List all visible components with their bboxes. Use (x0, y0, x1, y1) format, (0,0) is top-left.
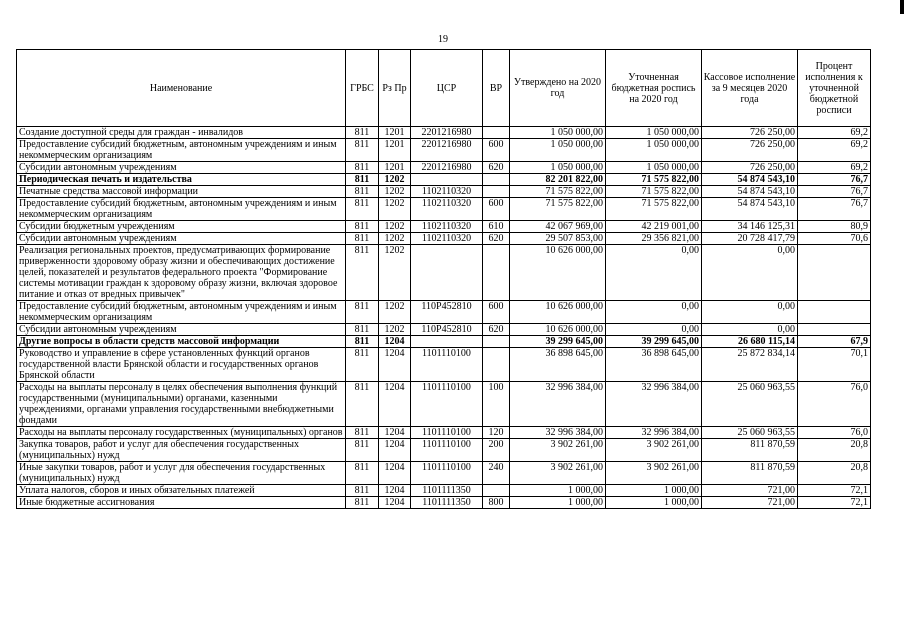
cell-grbs: 811 (346, 198, 379, 221)
cell-cash: 721,00 (702, 497, 798, 509)
table-row (17, 301, 871, 324)
cell-approved: 42 067 969,00 (510, 221, 606, 233)
cell-approved: 71 575 822,00 (510, 198, 606, 221)
cell-csr: 2201216980 (411, 139, 483, 162)
cell-vr (483, 348, 510, 382)
cell-percent: 69,2 (798, 139, 871, 162)
cell-cash: 34 146 125,31 (702, 221, 798, 233)
header-rzpr: Рз Пр (379, 50, 411, 127)
cell-approved: 10 626 000,00 (510, 245, 606, 301)
header-percent: Процент исполнения к уточненной бюджетной росписи (798, 50, 871, 127)
cell-vr: 600 (483, 139, 510, 162)
cell-name: Уплата налогов, сборов и иных обязательных платежей (17, 485, 346, 497)
cell-grbs: 811 (346, 336, 379, 348)
table-row (17, 348, 871, 382)
cell-cash: 25 060 963,55 (702, 382, 798, 427)
cell-csr: 1102110320 (411, 186, 483, 198)
cell-percent: 72,1 (798, 497, 871, 509)
cell-rzpr: 1204 (379, 497, 411, 509)
cell-refined: 32 996 384,00 (606, 427, 702, 439)
cell-approved: 71 575 822,00 (510, 186, 606, 198)
cell-cash: 726 250,00 (702, 162, 798, 174)
cell-rzpr: 1202 (379, 198, 411, 221)
cell-grbs: 811 (346, 174, 379, 186)
cell-percent: 72,1 (798, 485, 871, 497)
cell-percent (798, 245, 871, 301)
cell-refined: 1 000,00 (606, 497, 702, 509)
table-row (17, 245, 871, 301)
header-approved: Утверждено на 2020 год (510, 50, 606, 127)
cell-cash: 54 874 543,10 (702, 198, 798, 221)
cell-refined: 71 575 822,00 (606, 174, 702, 186)
header-cash: Кассовое исполнение за 9 месяцев 2020 года (702, 50, 798, 127)
cell-vr: 120 (483, 427, 510, 439)
cell-rzpr: 1202 (379, 245, 411, 301)
table-row (17, 221, 871, 233)
cell-grbs: 811 (346, 462, 379, 485)
cell-approved: 1 050 000,00 (510, 162, 606, 174)
page-number: 19 (438, 34, 448, 45)
cell-csr: 110P452810 (411, 301, 483, 324)
cell-cash: 721,00 (702, 485, 798, 497)
cell-name: Расходы на выплаты персоналу государственных (муниципальных) органов (17, 427, 346, 439)
cell-approved: 1 050 000,00 (510, 127, 606, 139)
cell-vr (483, 186, 510, 198)
cell-refined: 36 898 645,00 (606, 348, 702, 382)
cell-vr (483, 174, 510, 186)
header-csr: ЦСР (411, 50, 483, 127)
cell-vr: 610 (483, 221, 510, 233)
cell-csr: 1101111350 (411, 497, 483, 509)
cell-grbs: 811 (346, 162, 379, 174)
cell-name: Другие вопросы в области средств массовой информации (17, 336, 346, 348)
cell-cash: 0,00 (702, 245, 798, 301)
cell-grbs: 811 (346, 439, 379, 462)
cell-percent: 76,7 (798, 198, 871, 221)
table-row (17, 139, 871, 162)
cell-rzpr: 1202 (379, 174, 411, 186)
cell-percent: 76,0 (798, 382, 871, 427)
cell-name: Субсидии автономным учреждениям (17, 233, 346, 245)
budget-table (16, 49, 871, 509)
table-row (17, 198, 871, 221)
cell-approved: 10 626 000,00 (510, 324, 606, 336)
header-grbs: ГРБС (346, 50, 379, 127)
cell-vr (483, 245, 510, 301)
cell-cash: 25 872 834,14 (702, 348, 798, 382)
cell-csr: 2201216980 (411, 162, 483, 174)
cell-rzpr: 1204 (379, 427, 411, 439)
header-refined: Уточненная бюджетная роспись на 2020 год (606, 50, 702, 127)
cell-refined: 39 299 645,00 (606, 336, 702, 348)
cell-rzpr: 1204 (379, 485, 411, 497)
cell-refined: 29 356 821,00 (606, 233, 702, 245)
cell-rzpr: 1202 (379, 301, 411, 324)
cell-grbs: 811 (346, 497, 379, 509)
cell-rzpr: 1202 (379, 221, 411, 233)
cell-grbs: 811 (346, 245, 379, 301)
cell-name: Субсидии бюджетным учреждениям (17, 221, 346, 233)
cell-csr: 1101110100 (411, 348, 483, 382)
cell-grbs: 811 (346, 324, 379, 336)
table-row (17, 186, 871, 198)
cell-percent: 69,2 (798, 127, 871, 139)
cell-refined: 0,00 (606, 301, 702, 324)
cell-csr: 1101110100 (411, 439, 483, 462)
cell-approved: 3 902 261,00 (510, 462, 606, 485)
cell-name: Субсидии автономным учреждениям (17, 162, 346, 174)
cell-rzpr: 1204 (379, 336, 411, 348)
cell-name: Предоставление субсидий бюджетным, автономным учреждениям и иным некоммерческим организациям (17, 301, 346, 324)
cell-refined: 42 219 001,00 (606, 221, 702, 233)
table-header-row (17, 50, 871, 127)
cell-cash: 25 060 963,55 (702, 427, 798, 439)
cell-approved: 36 898 645,00 (510, 348, 606, 382)
table-row (17, 127, 871, 139)
edge-mark (900, 0, 904, 14)
cell-csr: 1102110320 (411, 221, 483, 233)
cell-approved: 1 050 000,00 (510, 139, 606, 162)
cell-percent: 20,8 (798, 462, 871, 485)
cell-percent: 76,7 (798, 186, 871, 198)
cell-refined: 1 050 000,00 (606, 127, 702, 139)
cell-vr: 200 (483, 439, 510, 462)
cell-approved: 1 000,00 (510, 497, 606, 509)
cell-grbs: 811 (346, 186, 379, 198)
cell-cash: 26 680 115,14 (702, 336, 798, 348)
cell-percent: 67,9 (798, 336, 871, 348)
cell-name: Печатные средства массовой информации (17, 186, 346, 198)
table-row (17, 382, 871, 427)
cell-cash: 54 874 543,10 (702, 174, 798, 186)
cell-refined: 71 575 822,00 (606, 198, 702, 221)
cell-cash: 0,00 (702, 301, 798, 324)
cell-grbs: 811 (346, 221, 379, 233)
cell-csr: 1101110100 (411, 462, 483, 485)
cell-csr (411, 245, 483, 301)
cell-rzpr: 1201 (379, 139, 411, 162)
cell-grbs: 811 (346, 127, 379, 139)
table-row (17, 233, 871, 245)
cell-refined: 1 050 000,00 (606, 162, 702, 174)
cell-cash: 726 250,00 (702, 127, 798, 139)
cell-csr: 1101110100 (411, 427, 483, 439)
cell-rzpr: 1202 (379, 324, 411, 336)
cell-name: Предоставление субсидий бюджетным, автономным учреждениям и иным некоммерческим организациям (17, 198, 346, 221)
cell-name: Иные бюджетные ассигнования (17, 497, 346, 509)
cell-vr: 620 (483, 162, 510, 174)
cell-grbs: 811 (346, 382, 379, 427)
cell-vr: 240 (483, 462, 510, 485)
cell-vr: 600 (483, 301, 510, 324)
cell-approved: 3 902 261,00 (510, 439, 606, 462)
cell-approved: 29 507 853,00 (510, 233, 606, 245)
table-row (17, 427, 871, 439)
cell-grbs: 811 (346, 427, 379, 439)
cell-refined: 1 050 000,00 (606, 139, 702, 162)
cell-csr: 2201216980 (411, 127, 483, 139)
cell-rzpr: 1204 (379, 382, 411, 427)
cell-percent: 20,8 (798, 439, 871, 462)
cell-percent: 70,1 (798, 348, 871, 382)
cell-cash: 0,00 (702, 324, 798, 336)
cell-refined: 1 000,00 (606, 485, 702, 497)
cell-vr: 620 (483, 324, 510, 336)
cell-approved: 32 996 384,00 (510, 427, 606, 439)
cell-csr: 1101111350 (411, 485, 483, 497)
cell-cash: 811 870,59 (702, 462, 798, 485)
cell-percent (798, 301, 871, 324)
cell-csr (411, 336, 483, 348)
cell-rzpr: 1201 (379, 127, 411, 139)
table-row (17, 497, 871, 509)
cell-cash: 20 728 417,79 (702, 233, 798, 245)
cell-name: Закупка товаров, работ и услуг для обеспечения государственных (муниципальных) нужд (17, 439, 346, 462)
cell-approved: 82 201 822,00 (510, 174, 606, 186)
table-row (17, 485, 871, 497)
cell-refined: 32 996 384,00 (606, 382, 702, 427)
cell-approved: 1 000,00 (510, 485, 606, 497)
cell-refined: 0,00 (606, 324, 702, 336)
cell-rzpr: 1202 (379, 233, 411, 245)
cell-refined: 3 902 261,00 (606, 439, 702, 462)
cell-rzpr: 1201 (379, 162, 411, 174)
cell-cash: 811 870,59 (702, 439, 798, 462)
cell-vr: 620 (483, 233, 510, 245)
cell-cash: 726 250,00 (702, 139, 798, 162)
table-row (17, 439, 871, 462)
cell-vr (483, 336, 510, 348)
cell-rzpr: 1202 (379, 186, 411, 198)
cell-approved: 10 626 000,00 (510, 301, 606, 324)
header-name: Наименование (17, 50, 346, 127)
cell-name: Руководство и управление в сфере установленных функций органов государственной власти Брянской области и государственных органов Брянской области (17, 348, 346, 382)
cell-percent: 70,6 (798, 233, 871, 245)
table-row (17, 324, 871, 336)
cell-rzpr: 1204 (379, 439, 411, 462)
cell-name: Предоставление субсидий бюджетным, автономным учреждениям и иным некоммерческим организациям (17, 139, 346, 162)
cell-percent: 76,0 (798, 427, 871, 439)
cell-name: Создание доступной среды для граждан - инвалидов (17, 127, 346, 139)
cell-name: Периодическая печать и издательства (17, 174, 346, 186)
cell-grbs: 811 (346, 348, 379, 382)
cell-approved: 32 996 384,00 (510, 382, 606, 427)
cell-name: Субсидии автономным учреждениям (17, 324, 346, 336)
cell-csr (411, 174, 483, 186)
table-row (17, 336, 871, 348)
cell-grbs: 811 (346, 139, 379, 162)
cell-percent (798, 324, 871, 336)
table-row (17, 162, 871, 174)
cell-name: Расходы на выплаты персоналу в целях обеспечения выполнения функций государственными (муниципальными) органами, казенными учреждениями, органами управления государственными внебюджетными фондами (17, 382, 346, 427)
cell-rzpr: 1204 (379, 348, 411, 382)
cell-csr: 1102110320 (411, 198, 483, 221)
cell-grbs: 811 (346, 233, 379, 245)
table-row (17, 462, 871, 485)
cell-csr: 110P452810 (411, 324, 483, 336)
cell-vr (483, 485, 510, 497)
cell-vr: 600 (483, 198, 510, 221)
cell-refined: 0,00 (606, 245, 702, 301)
cell-approved: 39 299 645,00 (510, 336, 606, 348)
cell-percent: 80,9 (798, 221, 871, 233)
cell-csr: 1102110320 (411, 233, 483, 245)
cell-vr (483, 127, 510, 139)
cell-csr: 1101110100 (411, 382, 483, 427)
cell-name: Иные закупки товаров, работ и услуг для обеспечения государственных (муниципальных) нужд (17, 462, 346, 485)
cell-grbs: 811 (346, 485, 379, 497)
cell-cash: 54 874 543,10 (702, 186, 798, 198)
cell-refined: 71 575 822,00 (606, 186, 702, 198)
cell-grbs: 811 (346, 301, 379, 324)
cell-name: Реализация региональных проектов, предусматривающих формирование приверженности здоровому образу жизни и обеспечивающих достижение целей, показателей и результатов федерального проекта "Формирование системы мотивации граждан к здоровому образу жизни, включая здоровое питание и отказ от вредных привычек" (17, 245, 346, 301)
header-vr: ВР (483, 50, 510, 127)
table-row (17, 174, 871, 186)
cell-percent: 69,2 (798, 162, 871, 174)
cell-rzpr: 1204 (379, 462, 411, 485)
cell-refined: 3 902 261,00 (606, 462, 702, 485)
cell-vr: 800 (483, 497, 510, 509)
cell-vr: 100 (483, 382, 510, 427)
cell-percent: 76,7 (798, 174, 871, 186)
